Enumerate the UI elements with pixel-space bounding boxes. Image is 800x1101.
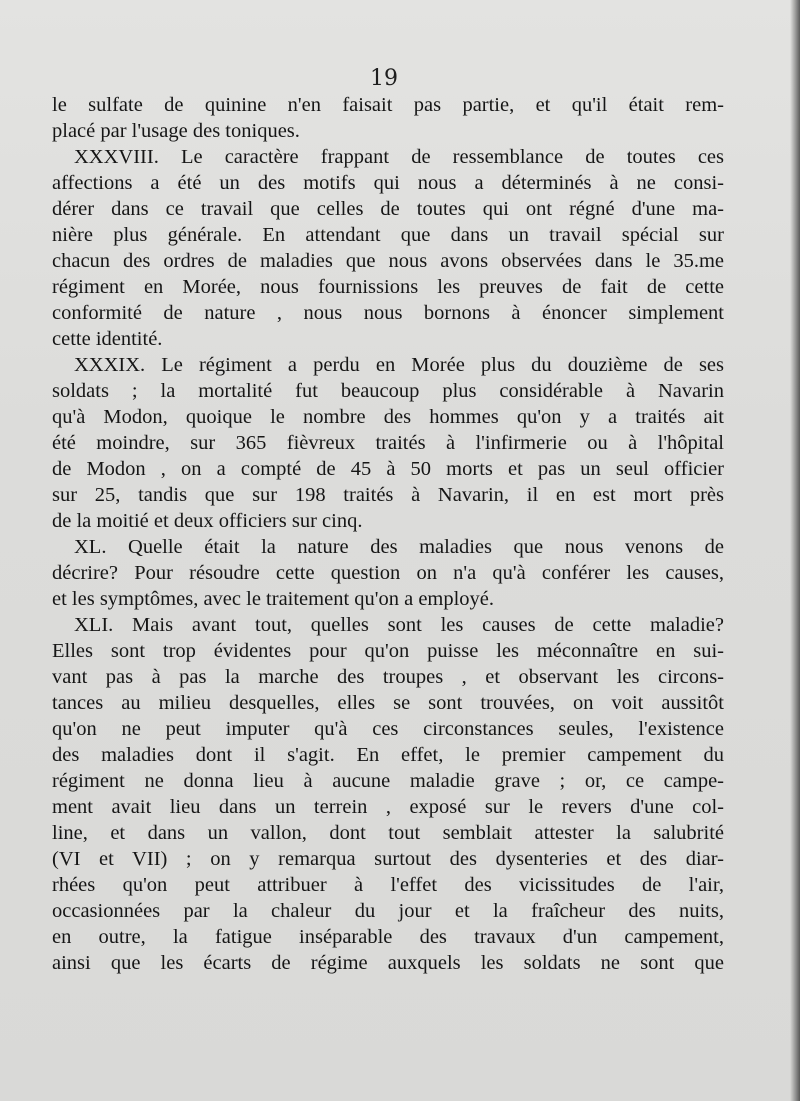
text-line: dérer dans ce travail que celles de toutes qui ont régné d'une ma- bbox=[52, 198, 724, 220]
text-line: conformité de nature , nous nous bornons à énoncer simplement bbox=[52, 302, 724, 324]
page-number: 19 bbox=[370, 66, 398, 91]
text-line: (VI et VII) ; on y remarqua surtout des dysenteries et des diar- bbox=[52, 848, 724, 870]
text-line: qu'on ne peut imputer qu'à ces circonstances seules, l'existence bbox=[52, 718, 724, 740]
text-line: chacun des ordres de maladies que nous avons observées dans le 35.me bbox=[52, 250, 724, 272]
text-line: de la moitié et deux officiers sur cinq. bbox=[52, 510, 363, 532]
text-line: décrire? Pour résoudre cette question on n'a qu'à conférer les causes, bbox=[52, 562, 724, 584]
text-line: XLI. Mais avant tout, quelles sont les causes de cette maladie? bbox=[74, 614, 724, 636]
text-line: Elles sont trop évidentes pour qu'on puisse les méconnaître en sui- bbox=[52, 640, 724, 662]
body-text bbox=[52, 92, 724, 976]
text-line: sur 25, tandis que sur 198 traités à Navarin, il en est mort près bbox=[52, 484, 724, 506]
text-line: en outre, la fatigue inséparable des travaux d'un campement, bbox=[52, 926, 724, 948]
text-line: régiment ne donna lieu à aucune maladie grave ; or, ce campe- bbox=[52, 770, 724, 792]
text-line: de Modon , on a compté de 45 à 50 morts et pas un seul officier bbox=[52, 458, 724, 480]
text-line: ainsi que les écarts de régime auxquels les soldats ne sont que bbox=[52, 952, 724, 974]
text-line: soldats ; la mortalité fut beaucoup plus considérable à Navarin bbox=[52, 380, 724, 402]
text-line: nière plus générale. En attendant que dans un travail spécial sur bbox=[52, 224, 724, 246]
text-line: été moindre, sur 365 fièvreux traités à l'infirmerie ou à l'hôpital bbox=[52, 432, 724, 454]
text-line: cette identité. bbox=[52, 328, 163, 350]
text-line: qu'à Modon, quoique le nombre des hommes qu'on y a traités ait bbox=[52, 406, 724, 428]
text-line: rhées qu'on peut attribuer à l'effet des vicissitudes de l'air, bbox=[52, 874, 724, 896]
text-line: le sulfate de quinine n'en faisait pas partie, et qu'il était rem- bbox=[52, 94, 724, 116]
text-line: line, et dans un vallon, dont tout semblait attester la salubrité bbox=[52, 822, 724, 844]
text-line: tances au milieu desquelles, elles se sont trouvées, on voit aussitôt bbox=[52, 692, 724, 714]
text-line: et les symptômes, avec le traitement qu'on a employé. bbox=[52, 588, 495, 610]
text-line: XXXIX. Le régiment a perdu en Morée plus du douzième de ses bbox=[74, 354, 724, 376]
text-line: XXXVIII. Le caractère frappant de ressemblance de toutes ces bbox=[74, 146, 724, 168]
text-line: placé par l'usage des toniques. bbox=[52, 120, 300, 142]
page-edge-shadow bbox=[790, 0, 800, 1101]
text-line: occasionnées par la chaleur du jour et la fraîcheur des nuits, bbox=[52, 900, 724, 922]
text-line: vant pas à pas la marche des troupes , et observant les circons- bbox=[52, 666, 724, 688]
text-line: ment avait lieu dans un terrein , exposé sur le revers d'une col- bbox=[52, 796, 724, 818]
text-line: XL. Quelle était la nature des maladies que nous venons de bbox=[74, 536, 724, 558]
text-line: affections a été un des motifs qui nous a déterminés à ne consi- bbox=[52, 172, 724, 194]
text-line: des maladies dont il s'agit. En effet, le premier campement du bbox=[52, 744, 724, 766]
text-line: régiment en Morée, nous fournissions les preuves de fait de cette bbox=[52, 276, 724, 298]
